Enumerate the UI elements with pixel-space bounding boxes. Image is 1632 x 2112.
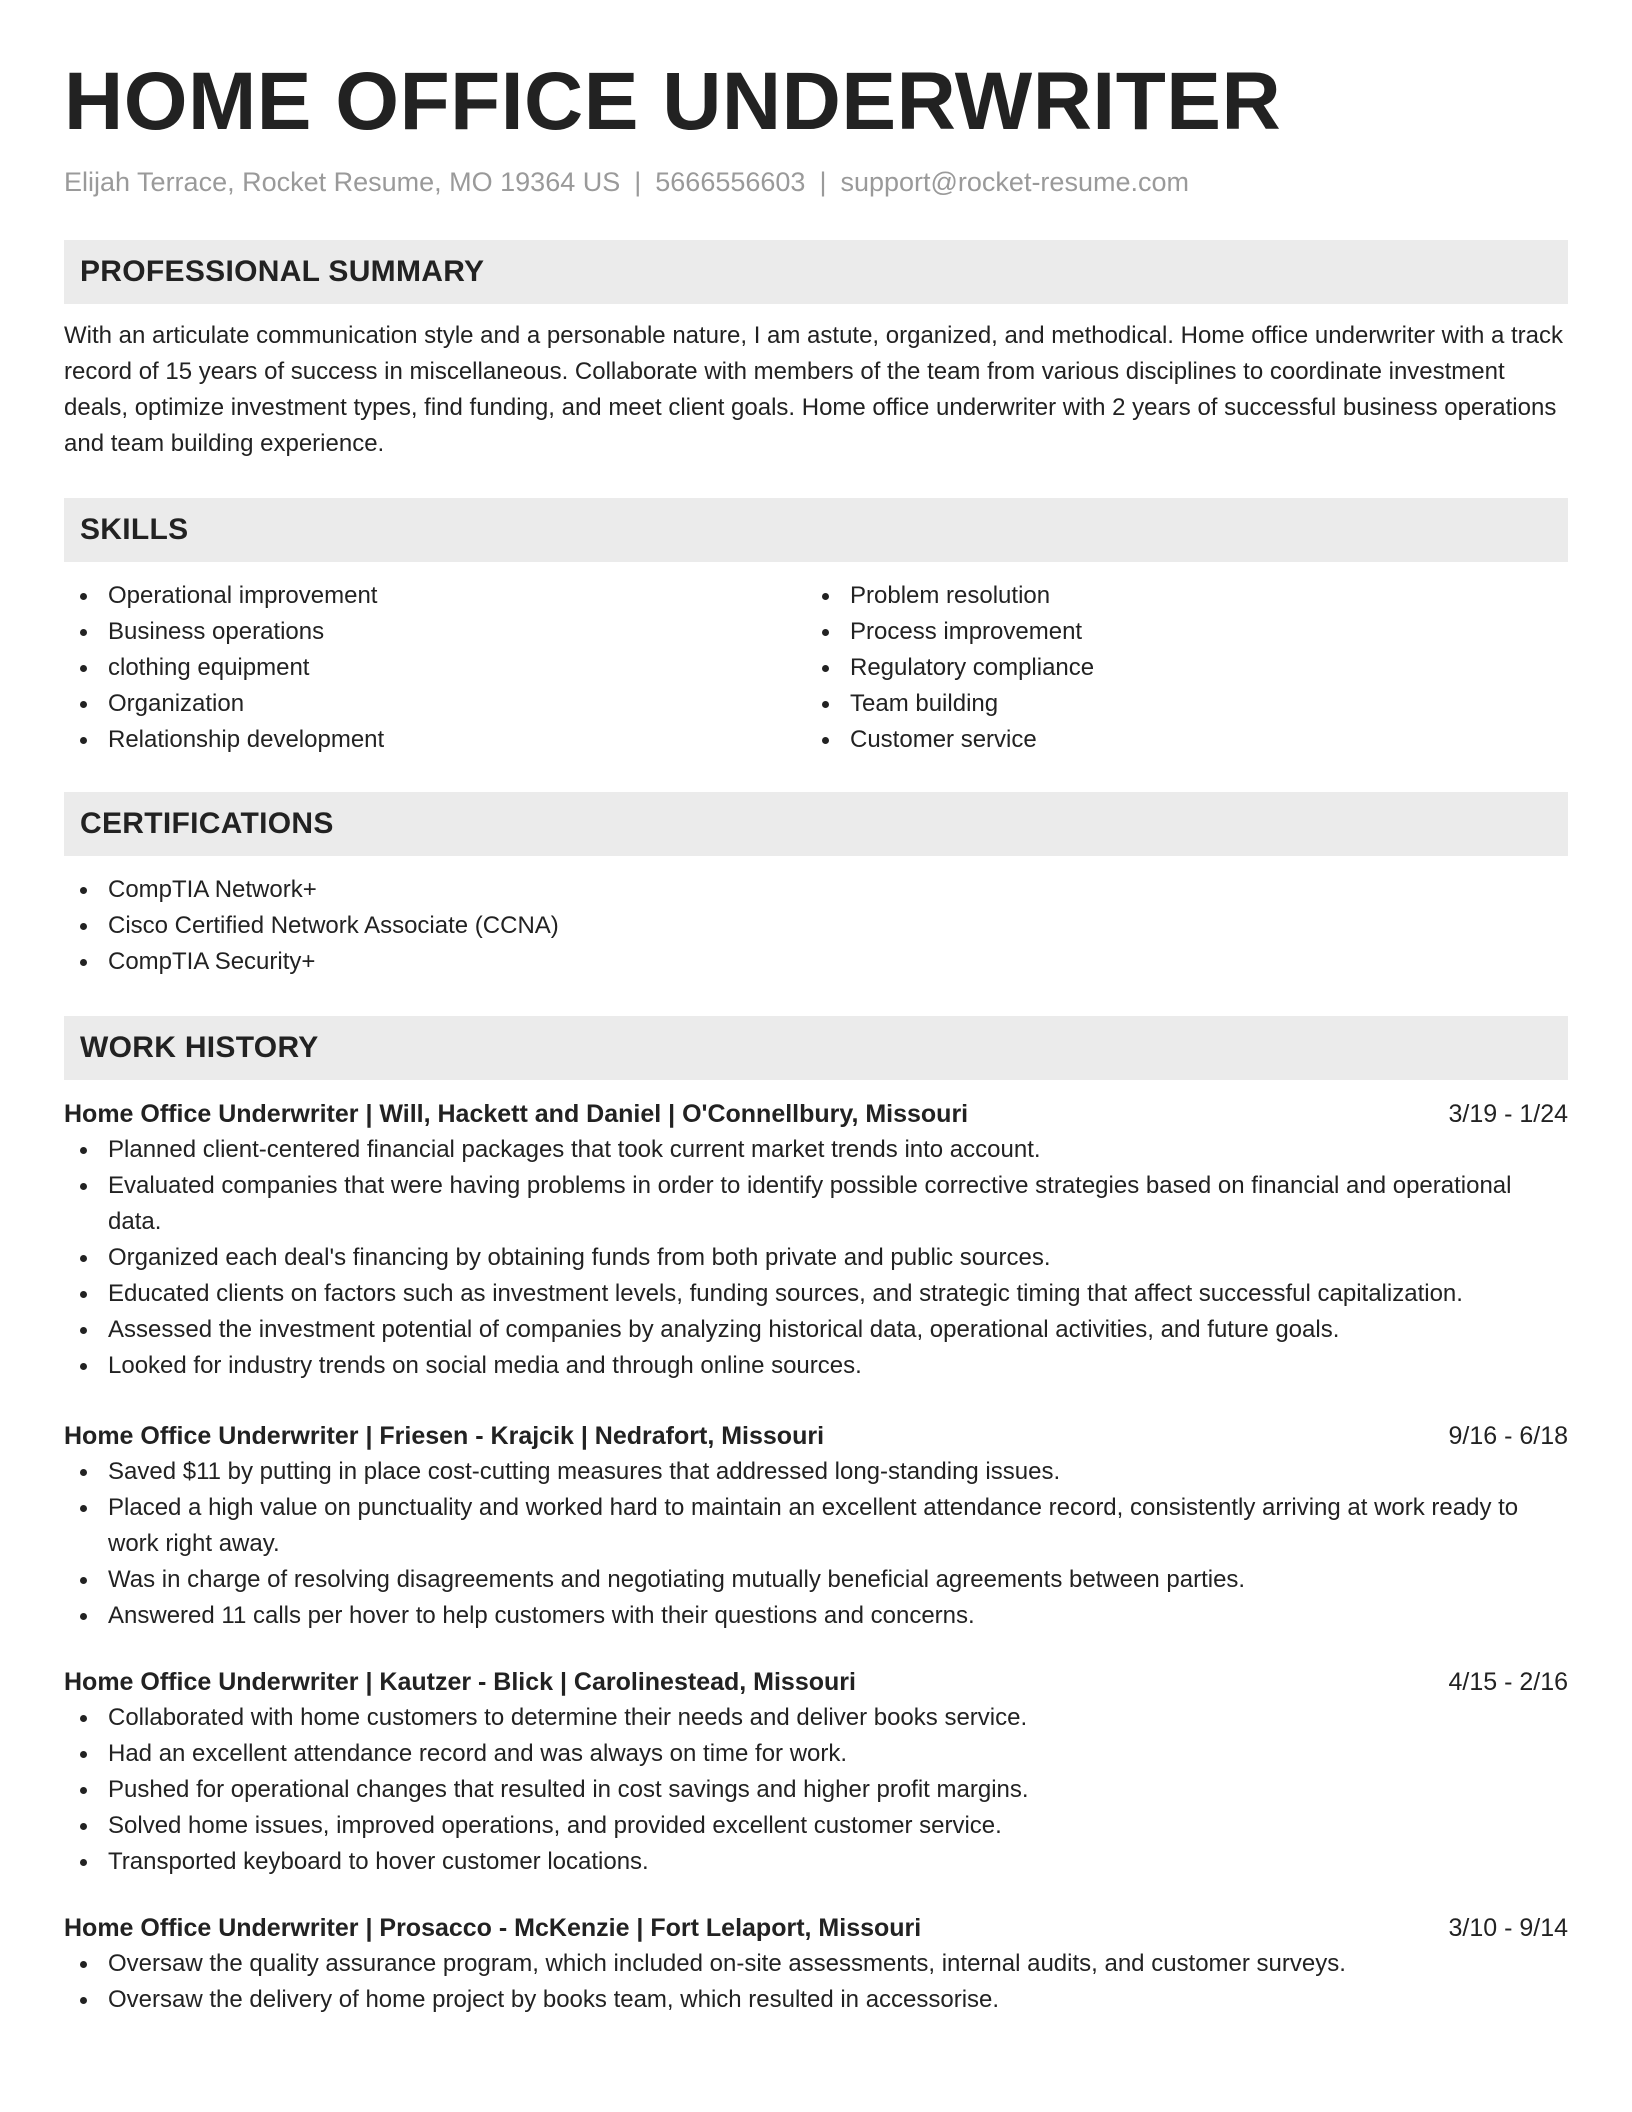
job-bullet: Evaluated companies that were having problems in order to identify possible corrective strategies based on financial and operational data. — [64, 1168, 1568, 1240]
contact-separator: | — [634, 167, 642, 197]
job-header — [64, 1664, 1568, 1700]
skill-item: Process improvement — [806, 614, 1548, 650]
job-title: Home Office Underwriter | Friesen - Krajcik | Nedrafort, Missouri — [64, 1422, 825, 1450]
job-bullet: Was in charge of resolving disagreements and negotiating mutually beneficial agreements between parties. — [64, 1562, 1568, 1598]
skills-heading: SKILLS — [64, 498, 1568, 562]
job-bullet: Saved $11 by putting in place cost-cutting measures that addressed long-standing issues. — [64, 1454, 1568, 1490]
job-header — [64, 1096, 1568, 1132]
resume-page — [64, 52, 1568, 2018]
job-bullet: Collaborated with home customers to determine their needs and deliver books service. — [64, 1700, 1568, 1736]
skill-item: clothing equipment — [64, 650, 806, 686]
skill-item: Relationship development — [64, 722, 806, 758]
skill-item: Team building — [806, 686, 1548, 722]
skill-item: Business operations — [64, 614, 806, 650]
job-bullet: Solved home issues, improved operations, and provided excellent customer service. — [64, 1808, 1568, 1844]
job-title: Home Office Underwriter | Kautzer - Blick | Carolinestead, Missouri — [64, 1668, 856, 1696]
job-bullet: Had an excellent attendance record and was always on time for work. — [64, 1736, 1568, 1772]
skills-column-left — [64, 578, 806, 758]
job-dates: 4/15 - 2/16 — [1448, 1668, 1568, 1696]
job-title: Home Office Underwriter | Will, Hackett and Daniel | O'Connellbury, Missouri — [64, 1100, 969, 1128]
certification-item: CompTIA Security+ — [64, 944, 1568, 980]
job-entry — [64, 1664, 1568, 1880]
contact-phone: 5666556603 — [655, 167, 806, 197]
skill-item: Operational improvement — [64, 578, 806, 614]
skills-column-right — [806, 578, 1548, 758]
contact-line — [64, 162, 1568, 202]
skill-item: Customer service — [806, 722, 1548, 758]
contact-email: support@rocket-resume.com — [840, 167, 1189, 197]
candidate-name: HOME OFFICE UNDERWRITER — [64, 56, 1282, 147]
job-bullet: Assessed the investment potential of companies by analyzing historical data, operational activities, and future goals. — [64, 1312, 1568, 1348]
job-bullet: Oversaw the quality assurance program, which included on-site assessments, internal audits, and customer surveys. — [64, 1946, 1568, 1982]
skill-item: Organization — [64, 686, 806, 722]
job-entry — [64, 1910, 1568, 2018]
job-entry — [64, 1096, 1568, 1384]
job-bullets — [64, 1132, 1568, 1384]
job-bullet: Oversaw the delivery of home project by books team, which resulted in accessorise. — [64, 1982, 1568, 2018]
job-dates: 3/10 - 9/14 — [1448, 1914, 1568, 1942]
job-dates: 9/16 - 6/18 — [1448, 1422, 1568, 1450]
certifications-heading: CERTIFICATIONS — [64, 792, 1568, 856]
summary-heading: PROFESSIONAL SUMMARY — [64, 240, 1568, 304]
job-header — [64, 1418, 1568, 1454]
work-history-heading: WORK HISTORY — [64, 1016, 1568, 1080]
job-header — [64, 1910, 1568, 1946]
job-bullet: Placed a high value on punctuality and worked hard to maintain an excellent attendance record, consistently arriving at work ready to work right away. — [64, 1490, 1568, 1562]
job-bullet: Organized each deal's financing by obtaining funds from both private and public sources. — [64, 1240, 1568, 1276]
contact-separator: | — [819, 167, 827, 197]
job-bullets — [64, 1454, 1568, 1634]
job-bullet: Looked for industry trends on social media and through online sources. — [64, 1348, 1568, 1384]
job-dates: 3/19 - 1/24 — [1448, 1100, 1568, 1128]
skill-item: Problem resolution — [806, 578, 1548, 614]
job-bullet: Transported keyboard to hover customer locations. — [64, 1844, 1568, 1880]
skill-item: Regulatory compliance — [806, 650, 1548, 686]
job-bullets — [64, 1946, 1568, 2018]
certification-item: CompTIA Network+ — [64, 872, 1568, 908]
certification-item: Cisco Certified Network Associate (CCNA) — [64, 908, 1568, 944]
job-entry — [64, 1418, 1568, 1634]
job-bullet: Pushed for operational changes that resulted in cost savings and higher profit margins. — [64, 1772, 1568, 1808]
job-bullet: Planned client-centered financial packages that took current market trends into account. — [64, 1132, 1568, 1168]
job-bullet: Educated clients on factors such as investment levels, funding sources, and strategic timing that affect successful capitalization. — [64, 1276, 1568, 1312]
job-bullet: Answered 11 calls per hover to help customers with their questions and concerns. — [64, 1598, 1568, 1634]
job-bullets — [64, 1700, 1568, 1880]
contact-address: Elijah Terrace, Rocket Resume, MO 19364 US — [64, 167, 621, 197]
summary-text: With an articulate communication style and a personable nature, I am astute, organized, and methodical. Home office underwriter with a track record of 15 years of success in miscellaneous. Collaborate with members of the team from various disciplines to coordinate investment deals, optimize investment types, find funding, and meet client goals. Home office underwriter with 2 years of successful business operations and team building experience. — [64, 322, 1563, 457]
certifications-list — [64, 872, 1568, 980]
job-title: Home Office Underwriter | Prosacco - McKenzie | Fort Lelaport, Missouri — [64, 1914, 922, 1942]
skills-list — [64, 578, 1568, 758]
